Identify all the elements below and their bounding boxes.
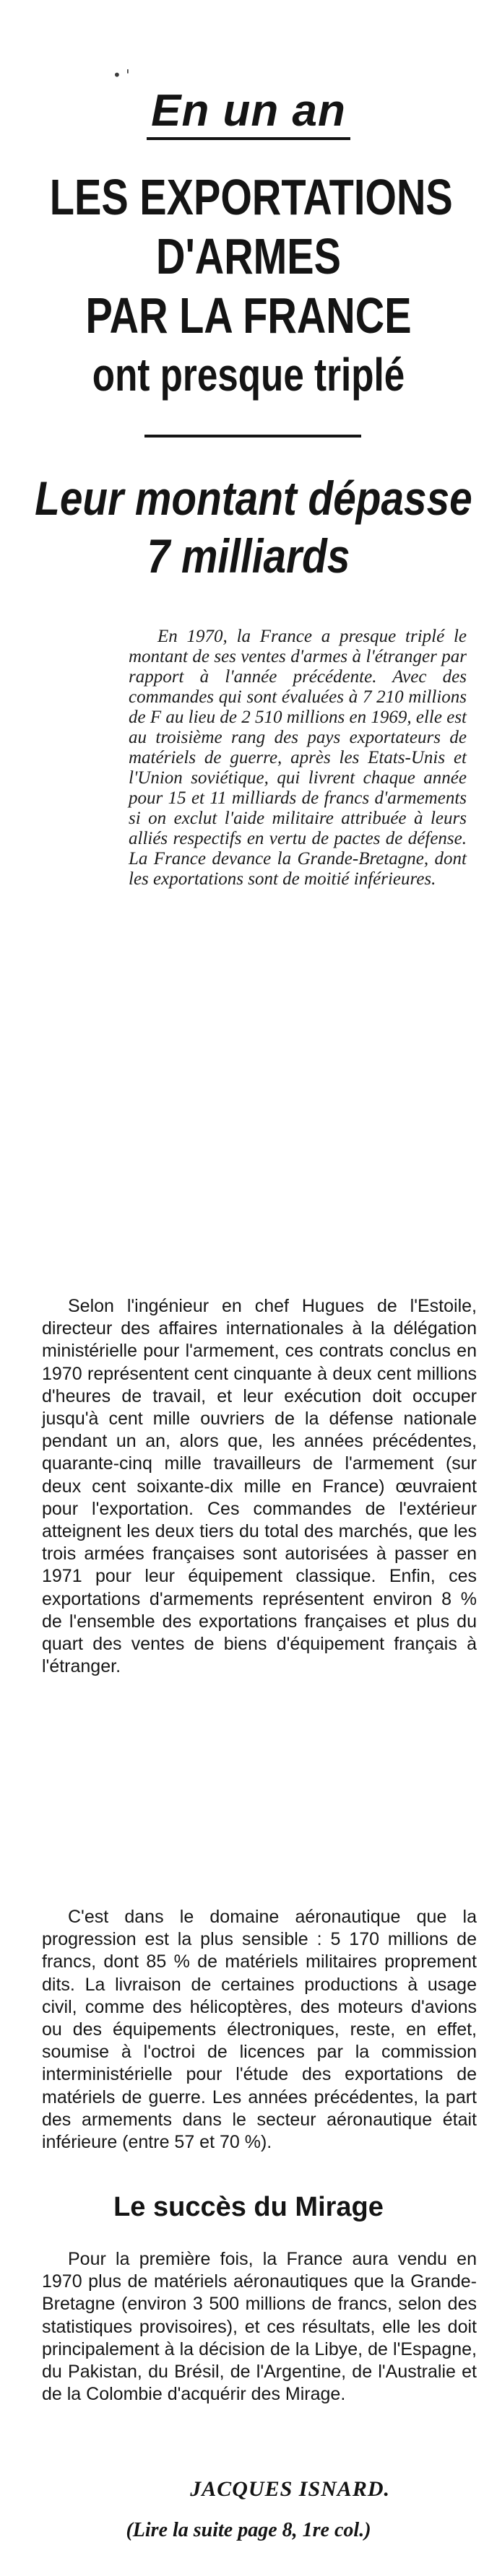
headline	[49, 167, 453, 404]
body-paragraph-3: Pour la première fois, la France aura vendu en 1970 plus de matériels aéronautiques que la Grande-Bretagne (environ 3 500 millions de francs, selon des statistiques provisoires), et ces résultats, elle les doit principalement à la décision de la Libye, de l'Espagne, du Pakistan, du Brésil, de l'Argentine, de l'Australie et de la Colombie d'acquérir des Mirage.	[42, 2249, 477, 2405]
headline-divider	[144, 435, 361, 438]
headline-line-1: LES EXPORTATIONS	[49, 169, 453, 225]
kicker-label	[0, 85, 497, 137]
kicker-text: En un an	[147, 86, 350, 140]
continuation-note: (Lire la suite page 8, 1re col.)	[126, 2519, 371, 2541]
deck-headline	[35, 469, 472, 585]
lead-paragraph: En 1970, la France a presque triplé le montant de ses ventes d'armes à l'étranger par rapport à l'année précédente. Avec des commandes qui sont évaluées à 7 210 millions de F au lieu de 2 510 millions en 1969, elle est au troisième rang des pays exportateurs de matériels de guerre, après les Etats-Unis et l'Union soviétique, qui livrent chaque année pour 15 et 11 milliards de francs d'armements si on exclut l'aide militaire attribuée à leurs alliés respectifs en vertu de pactes de défense. La France devance la Grande-Bretagne, dont les exportations sont de moitié inférieures.	[129, 627, 467, 889]
headline-line-4: ont presque triplé	[92, 349, 405, 401]
deck-line-2: 7 milliards	[147, 529, 350, 583]
headline-line-3: PAR LA FRANCE	[85, 287, 412, 344]
print-speck: • '	[113, 66, 130, 84]
body-paragraph-2: C'est dans le domaine aéronautique que la progression est la plus sensible : 5 170 millions de francs, dont 85 % de matériels militaires proprement dits. La livraison de certaines productions à usage civil, comme des hélicoptères, des moteurs d'avions ou des équipements électroniques, reste, en effet, soumise à l'octroi de licences par la commission interministérielle pour l'étude des exportations de matériels de guerre. Les années précédentes, la part des armements dans le secteur aéronautique était inférieure (entre 57 et 70 %).	[42, 1907, 477, 2153]
headline-line-2: D'ARMES	[155, 228, 341, 284]
body-paragraph-1: Selon l'ingénieur en chef Hugues de l'Estoile, directeur des affaires internationales à la délégation ministérielle pour l'armement, ces contrats conclus en 1970 représentent cent cinquante à deux cent millions d'heures de travail, et leur exécution doit occuper jusqu'à cent mille ouvriers de la défense nationale pendant un an, alors que, les années précédentes, quarante-cinq mille travailleurs de l'armement (sur deux cent soixante-dix mille en France) œuvraient pour l'exportation. Ces commandes de l'extérieur atteignent les deux tiers du total des marchés, que les trois armées françaises sont autorisées à passer en 1971 pour leur équipement classique. Enfin, ces exportations d'armements représentent environ 8 % de l'ensemble des exportations françaises et plus du quart des ventes de biens d'équipement français à l'étranger.	[42, 1296, 477, 1677]
byline: JACQUES ISNARD.	[190, 2477, 390, 2501]
deck-line-1: Leur montant dépasse	[35, 471, 472, 525]
subheading: Le succès du Mirage	[113, 2192, 384, 2222]
